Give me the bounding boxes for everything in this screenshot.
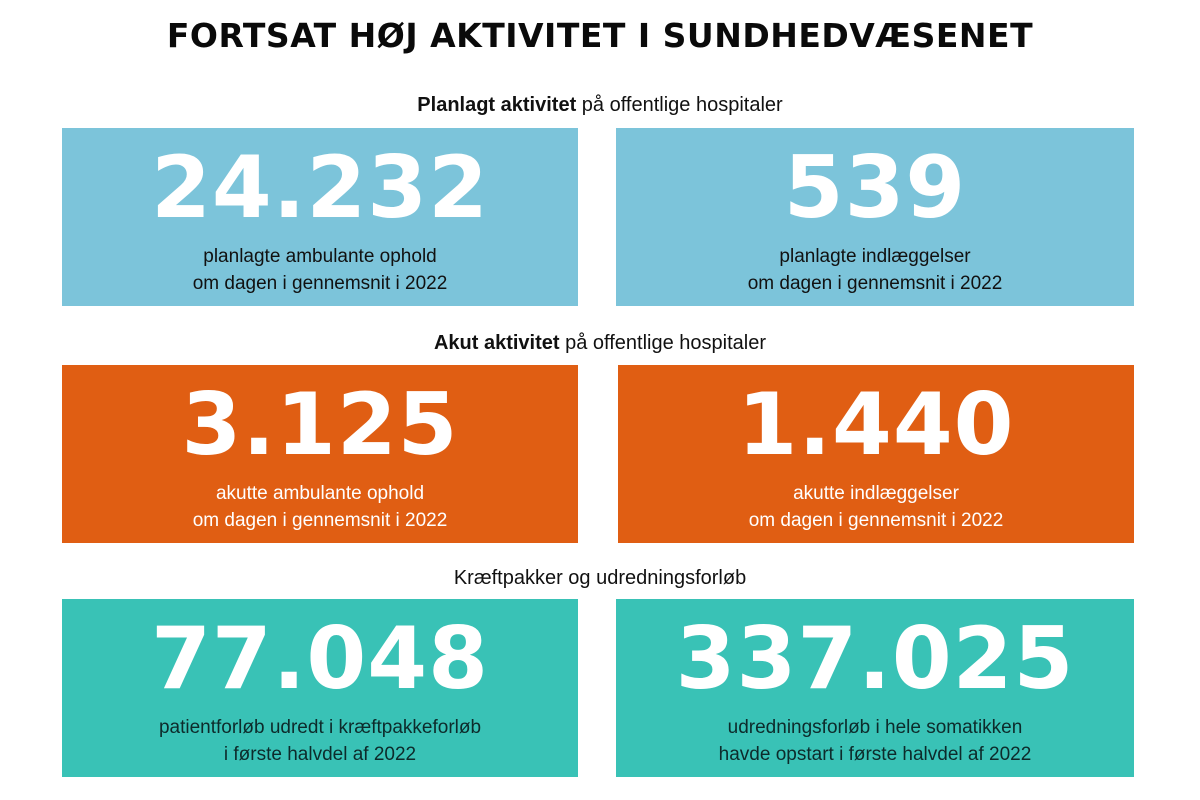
section-heading-strong: Akut aktivitet <box>433 332 560 354</box>
section-heading-planned <box>0 92 1200 118</box>
section-heading-rest: på offentlige hospitaler <box>559 332 767 354</box>
section-heading-cancer <box>0 565 1200 591</box>
stat-caption-line2: i første halvdel af 2022 <box>223 744 417 765</box>
stat-caption <box>62 243 578 297</box>
stat-card-planned-ambulant <box>62 128 578 306</box>
stat-value: 77.048 <box>151 609 489 709</box>
section-heading-acute <box>0 330 1200 356</box>
stat-card-acute-ambulant <box>62 365 578 543</box>
stat-caption <box>616 714 1134 768</box>
stat-caption-line2: om dagen i gennemsnit i 2022 <box>192 510 448 531</box>
stat-card-planned-admissions <box>616 128 1134 306</box>
stat-caption-line1: patientforløb udredt i kræftpakkeforløb <box>158 717 482 738</box>
stat-card-acute-admissions <box>618 365 1134 543</box>
stat-caption-line2: om dagen i gennemsnit i 2022 <box>747 273 1003 294</box>
stat-caption <box>616 243 1134 297</box>
stat-caption <box>62 480 578 534</box>
section-heading-rest: Kræftpakker og udredningsforløb <box>453 567 747 589</box>
stat-caption-line1: planlagte indlæggelser <box>779 246 971 267</box>
stat-caption-line2: om dagen i gennemsnit i 2022 <box>748 510 1004 531</box>
stat-value: 1.440 <box>737 375 1015 475</box>
stat-caption <box>618 480 1134 534</box>
section-heading-strong: Planlagt aktivitet <box>417 94 577 116</box>
stat-card-cancer-packages <box>62 599 578 777</box>
stat-caption-line1: akutte indlæggelser <box>793 483 959 504</box>
stat-card-somatic-diagnostics <box>616 599 1134 777</box>
stat-caption-line1: udredningsforløb i hele somatikken <box>727 717 1023 738</box>
stat-caption-line1: planlagte ambulante ophold <box>203 246 437 267</box>
stat-value: 539 <box>783 138 967 238</box>
stat-value: 337.025 <box>675 609 1075 709</box>
stat-caption-line1: akutte ambulante ophold <box>215 483 425 504</box>
stat-caption-line2: havde opstart i første halvdel af 2022 <box>718 744 1032 765</box>
section-heading-rest: på offentlige hospitaler <box>576 94 783 116</box>
stat-value: 3.125 <box>181 375 459 475</box>
stat-caption <box>62 714 578 768</box>
stat-value: 24.232 <box>151 138 489 238</box>
page-title: FORTSAT HØJ AKTIVITET I SUNDHEDVÆSENET <box>166 16 1034 55</box>
stat-caption-line2: om dagen i gennemsnit i 2022 <box>192 273 448 294</box>
